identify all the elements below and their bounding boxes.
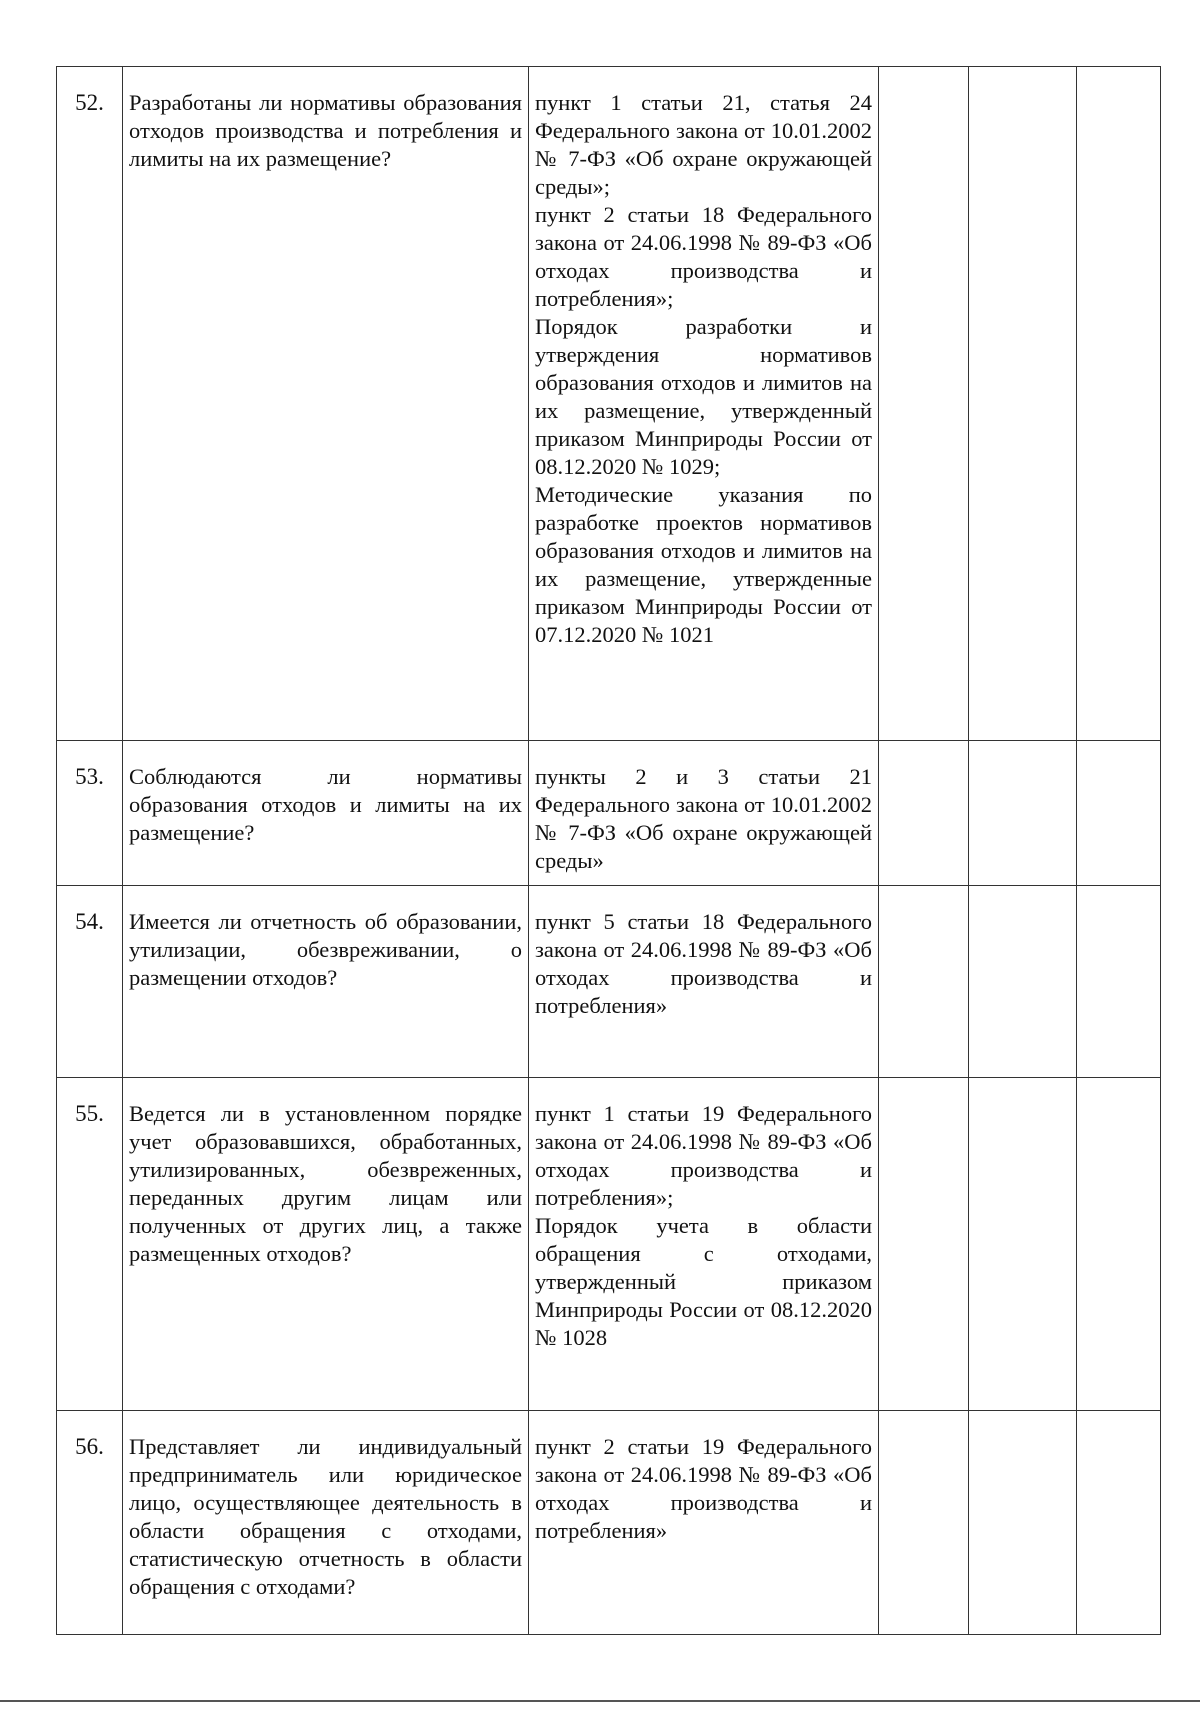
reference-paragraph: пункт 5 статьи 18 Федерального закона от 24.06.1998 № 89-ФЗ «Об отходах производства и потребления» — [535, 909, 872, 1018]
checklist-table — [56, 66, 1161, 1635]
empty-cell — [879, 741, 969, 886]
empty-cell — [1077, 886, 1161, 1078]
reference-paragraph: Порядок разработки и утверждения нормативов образования отходов и лимитов на их размещение, утвержденный приказом Минприроды России от 08.12.2020 № 1029; — [535, 314, 872, 479]
table-row — [57, 741, 1161, 886]
empty-cell — [879, 67, 969, 741]
empty-cell — [879, 1078, 969, 1411]
reference-paragraph: пункт 2 статьи 18 Федерального закона от 24.06.1998 № 89-ФЗ «Об отходах производства и потребления»; — [535, 202, 872, 311]
table-row — [57, 67, 1161, 741]
legal-reference-cell — [529, 1411, 879, 1635]
empty-cell — [1077, 1078, 1161, 1411]
empty-cell — [879, 886, 969, 1078]
reference-paragraph: Порядок учета в области обращения с отходами, утвержденный приказом Минприроды России от 08.12.2020 № 1028 — [535, 1213, 872, 1350]
row-number: 52. — [57, 67, 123, 741]
empty-cell — [969, 1411, 1077, 1635]
row-number: 53. — [57, 741, 123, 886]
empty-cell — [1077, 67, 1161, 741]
question-cell: Соблюдаются ли нормативы образования отходов и лимиты на их размещение? — [123, 741, 529, 886]
legal-reference-cell — [529, 1078, 879, 1411]
table-row — [57, 1411, 1161, 1635]
row-number: 56. — [57, 1411, 123, 1635]
row-number: 54. — [57, 886, 123, 1078]
empty-cell — [969, 1078, 1077, 1411]
reference-paragraph: пункт 2 статьи 19 Федерального закона от 24.06.1998 № 89-ФЗ «Об отходах производства и потребления» — [535, 1434, 872, 1543]
reference-paragraph: пункт 1 статьи 19 Федерального закона от 24.06.1998 № 89-ФЗ «Об отходах производства и потребления»; — [535, 1101, 872, 1210]
table-row — [57, 886, 1161, 1078]
legal-reference-cell — [529, 886, 879, 1078]
empty-cell — [969, 886, 1077, 1078]
question-cell: Разработаны ли нормативы образования отходов производства и потребления и лимиты на их размещение? — [123, 67, 529, 741]
empty-cell — [879, 1411, 969, 1635]
empty-cell — [1077, 741, 1161, 886]
question-cell: Имеется ли отчетность об образовании, утилизации, обезвреживании, о размещении отходов? — [123, 886, 529, 1078]
empty-cell — [969, 67, 1077, 741]
reference-paragraph: Методические указания по разработке проектов нормативов образования отходов и лимитов на их размещение, утвержденные приказом Минприроды России от 07.12.2020 № 1021 — [535, 482, 872, 647]
question-cell: Представляет ли индивидуальный предприниматель или юридическое лицо, осуществляющее деятельность в области обращения с отходами, статистическую отчетность в области обращения с отходами? — [123, 1411, 529, 1635]
legal-reference-cell — [529, 67, 879, 741]
legal-reference-cell — [529, 741, 879, 886]
reference-paragraph: пункты 2 и 3 статьи 21 Федерального закона от 10.01.2002 № 7-ФЗ «Об охране окружающей среды» — [535, 764, 872, 873]
page-bottom-rule — [0, 1700, 1200, 1702]
question-cell: Ведется ли в установленном порядке учет образовавшихся, обработанных, утилизированных, обезвреженных, переданных другим лицам или полученных от других лиц, а также размещенных отходов? — [123, 1078, 529, 1411]
reference-paragraph: пункт 1 статьи 21, статья 24 Федерального закона от 10.01.2002 № 7-ФЗ «Об охране окружающей среды»; — [535, 90, 872, 199]
empty-cell — [969, 741, 1077, 886]
row-number: 55. — [57, 1078, 123, 1411]
table-row — [57, 1078, 1161, 1411]
empty-cell — [1077, 1411, 1161, 1635]
